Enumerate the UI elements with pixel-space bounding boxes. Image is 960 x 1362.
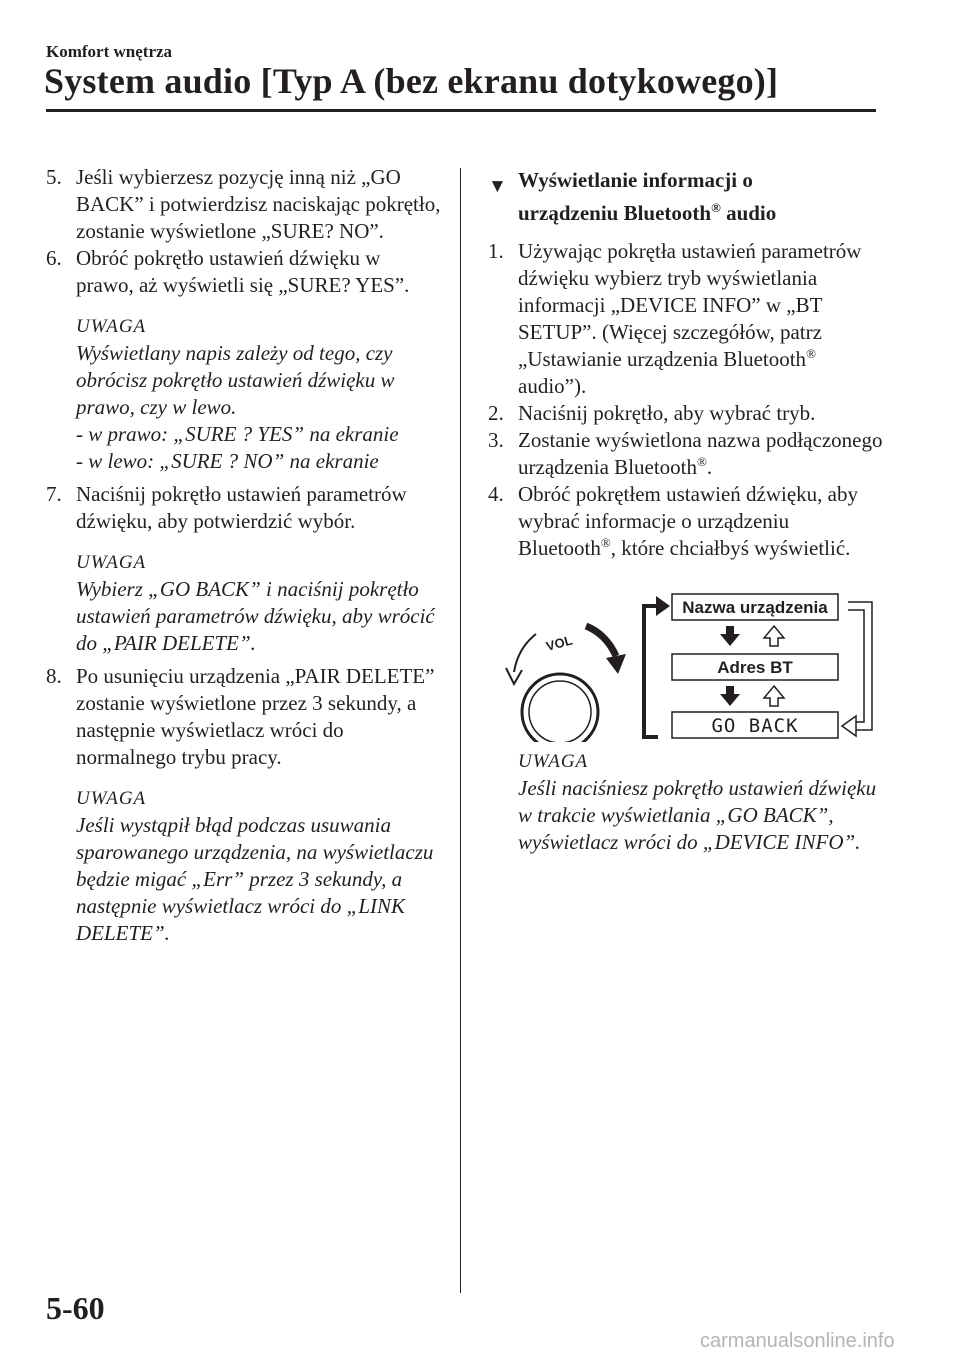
note-heading: UWAGA [76, 316, 147, 337]
step-4: 4. Obróć pokrętłem ustawień dźwięku, aby wybrać informacje o urządzeniu Bluetooth®, które chciałbyś wyświetlić. [488, 482, 858, 560]
note-1 [76, 313, 441, 475]
step-number: 3. [488, 428, 504, 452]
watermark: carmanualsonline.info [700, 1330, 895, 1352]
vol-knob-inner [529, 681, 591, 742]
page-number: 5-60 [46, 1290, 105, 1326]
heading-line: urządzeniu Bluetooth® audio [518, 200, 777, 225]
right-bracket-inner [848, 610, 864, 722]
step-5 [46, 164, 441, 245]
step-text: Używając pokrętła ustawień parametrów dźwięku wybierz tryb wyświetlania informacji „DEVICE INFO” w „BT SETUP”. (Więcej szczegółów, patrz „Ustawianie urządzenia Bluetooth [518, 239, 862, 371]
registered-mark: ® [600, 535, 611, 550]
page-title: System audio [Typ A (bez ekranu dotykowego)] [44, 61, 779, 101]
step-number: 2. [488, 401, 504, 425]
left-column [46, 164, 441, 953]
note-3 [76, 785, 441, 947]
registered-mark: ® [806, 346, 816, 361]
column-divider [460, 168, 461, 1293]
vol-knob-diagram [478, 592, 878, 742]
vol-knob-outer [522, 674, 598, 742]
heading-line: Wyświetlanie informacji o [518, 168, 753, 192]
note-line: - w prawo: „SURE ? YES” na ekranie [76, 422, 399, 446]
note-heading: UWAGA [76, 788, 147, 809]
note-heading: UWAGA [518, 751, 589, 772]
step-3: 3. Zostanie wyświetlona nazwa podłączonego urządzenia Bluetooth®. [488, 428, 883, 479]
triangle-down-icon: ▼ [488, 176, 507, 197]
rotate-left-arrow-icon [514, 634, 536, 672]
note-text: Jeśli wystąpił błąd podczas usuwania sparowanego urządzenia, na wyświetlaczu będzie migać „Err” przez 3 sekundy, a następnie wyświetlacz wróci do „LINK DELETE”. [76, 813, 434, 945]
step-number: 7. [46, 482, 62, 506]
section-heading [488, 164, 888, 230]
step-text: Naciśnij pokrętło ustawień parametrów dźwięku, aby potwierdzić wybór. [76, 482, 407, 533]
registered-mark: ® [711, 200, 721, 215]
diagram-svg [478, 592, 878, 742]
rotate-right-arrow-icon [586, 626, 616, 656]
step-7 [46, 481, 441, 535]
device-name-label: Nazwa urządzenia [682, 598, 828, 617]
go-back-label: GO BACK [711, 715, 799, 737]
step-text: Naciśnij pokrętło, aby wybrać tryb. [518, 401, 816, 425]
outline-arrow-up-icon [764, 626, 784, 646]
step-text: Po usunięciu urządzenia „PAIR DELETE” zostanie wyświetlone przez 3 sekundy, a następnie wyświetlacz wróci do normalnego trybu pracy. [76, 664, 435, 769]
right-column [488, 164, 888, 856]
title-rule [46, 109, 876, 112]
note-2 [76, 549, 441, 657]
step-number: 5. [46, 165, 62, 189]
rotate-right-arrowhead-icon [606, 654, 626, 674]
step-number: 6. [46, 246, 62, 270]
step-1: 1. Używając pokrętła ustawień parametrów dźwięku wybierz tryb wyświetlania informacji „DEVICE INFO” w „BT SETUP”. (Więcej szczegółów, patrz „Ustawianie urządzenia Bluetooth® audio”). [488, 239, 862, 398]
note-text: Wyświetlany napis zależy od tego, czy obrócisz pokrętło ustawień dźwięku w prawo, czy w lewo. [76, 341, 395, 419]
step-text: Zostanie wyświetlona nazwa podłączonego urządzenia Bluetooth [518, 428, 883, 479]
right-bracket-outer [848, 602, 872, 730]
outline-arrow-up-icon [764, 686, 784, 706]
step-text: Obróć pokrętło ustawień dźwięku w prawo, aż wyświetli się „SURE? YES”. [76, 246, 410, 297]
step-number: 1. [488, 239, 504, 263]
note-text: Wybierz „GO BACK” i naciśnij pokrętło ustawień parametrów dźwięku, aby wrócić do „PAIR DELETE”. [76, 577, 435, 655]
left-bracket [644, 606, 658, 737]
note-heading: UWAGA [76, 552, 147, 573]
step-number: 4. [488, 482, 504, 506]
note-line: - w lewo: „SURE ? NO” na ekranie [76, 449, 379, 473]
step-8 [46, 663, 441, 771]
bracket-arrowhead-icon [656, 596, 670, 616]
step-text: Jeśli wybierzesz pozycję inną niż „GO BACK” i potwierdzisz naciskając pokrętło, zostanie wyświetlone „SURE? NO”. [76, 165, 441, 243]
filled-arrow-down-icon [720, 686, 740, 706]
section-label: Komfort wnętrza [46, 42, 173, 61]
note-right [518, 748, 888, 856]
step-number: 8. [46, 664, 62, 688]
loop-arrowhead-icon [842, 716, 856, 736]
step-2 [488, 400, 888, 427]
vol-label: VOL [544, 632, 575, 654]
filled-arrow-down-icon [720, 626, 740, 646]
step-text: Obróć pokrętłem ustawień dźwięku, aby wybrać informacje o urządzeniu Bluetooth [518, 482, 858, 560]
note-text: Jeśli naciśniesz pokrętło ustawień dźwięku w trakcie wyświetlania „GO BACK”, wyświetlacz wróci do „DEVICE INFO”. [518, 776, 877, 854]
step-6 [46, 245, 441, 299]
bt-address-label: Adres BT [717, 658, 793, 677]
registered-mark: ® [697, 454, 707, 469]
